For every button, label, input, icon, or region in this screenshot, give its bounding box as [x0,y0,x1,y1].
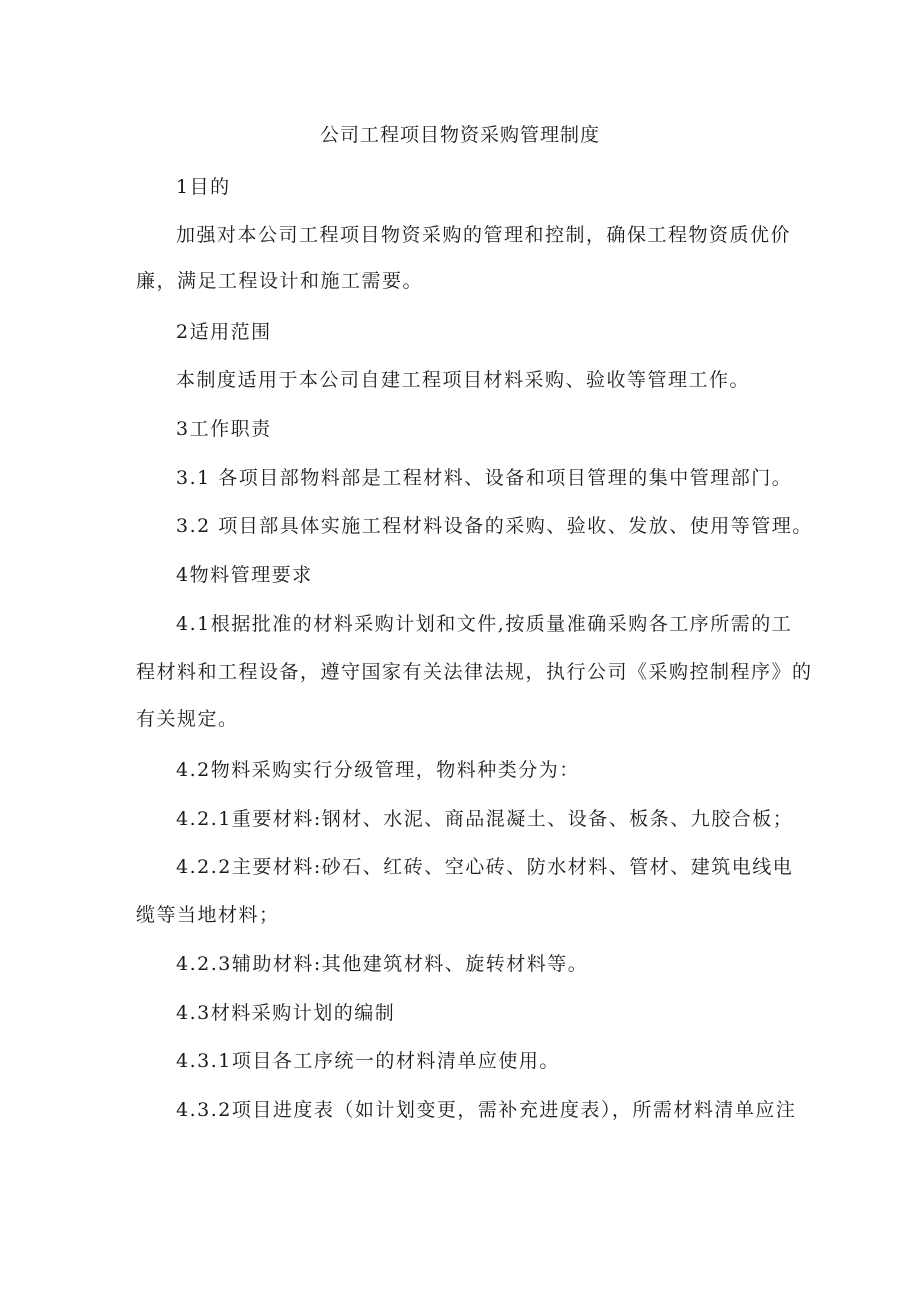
paragraph-4-2-2-line-2: 缆等当地材料； [136,904,280,926]
heading-scope: 2适用范围 [176,321,272,343]
paragraph-purpose-line-2: 廉，满足工程设计和施工需要。 [136,270,424,292]
paragraph-4-3-1: 4.3.1项目各工序统一的材料清单应使用。 [176,1050,560,1072]
paragraph-4-2-3: 4.2.3辅助材料:其他建筑材料、旋转材料等。 [176,953,589,975]
paragraph-4-1-line-1: 4.1根据批准的材料采购计划和文件,按质量准确采购各工序所需的工 [176,613,793,635]
paragraph-4-2-2-line-1: 4.2.2主要材料:砂石、红砖、空心砖、防水材料、管材、建筑电线电 [176,856,794,878]
paragraph-scope: 本制度适用于本公司自建工程项目材料采购、验收等管理工作。 [176,369,751,391]
paragraph-4-2-1: 4.2.1重要材料:钢材、水泥、商品混凝土、设备、板条、九胶合板； [176,808,794,830]
heading-4-3: 4.3材料采购计划的编制 [176,1002,396,1024]
heading-responsibilities: 3工作职责 [176,418,272,440]
document-title: 公司工程项目物资采购管理制度 [319,124,600,146]
paragraph-3-1: 3.1 各项目部物料部是工程材料、设备和项目管理的集中管理部门。 [176,467,793,489]
paragraph-4-2: 4.2物料采购实行分级管理，物料种类分为： [176,759,580,781]
paragraph-4-1-line-2: 程材料和工程设备，遵守国家有关法律法规，执行公司《采购控制程序》的 [136,661,813,683]
heading-material-requirements: 4物料管理要求 [176,564,313,586]
heading-purpose: 1目的 [176,176,231,198]
paragraph-3-2: 3.2 项目部具体实施工程材料设备的采购、验收、发放、使用等管理。 [176,515,813,537]
paragraph-4-3-2: 4.3.2项目进度表（如计划变更，需补充进度表），所需材料清单应注 [176,1099,797,1121]
paragraph-purpose-line-1: 加强对本公司工程项目物资采购的管理和控制，确保工程物资质优价 [176,224,792,246]
paragraph-4-1-line-3: 有关规定。 [136,708,239,730]
